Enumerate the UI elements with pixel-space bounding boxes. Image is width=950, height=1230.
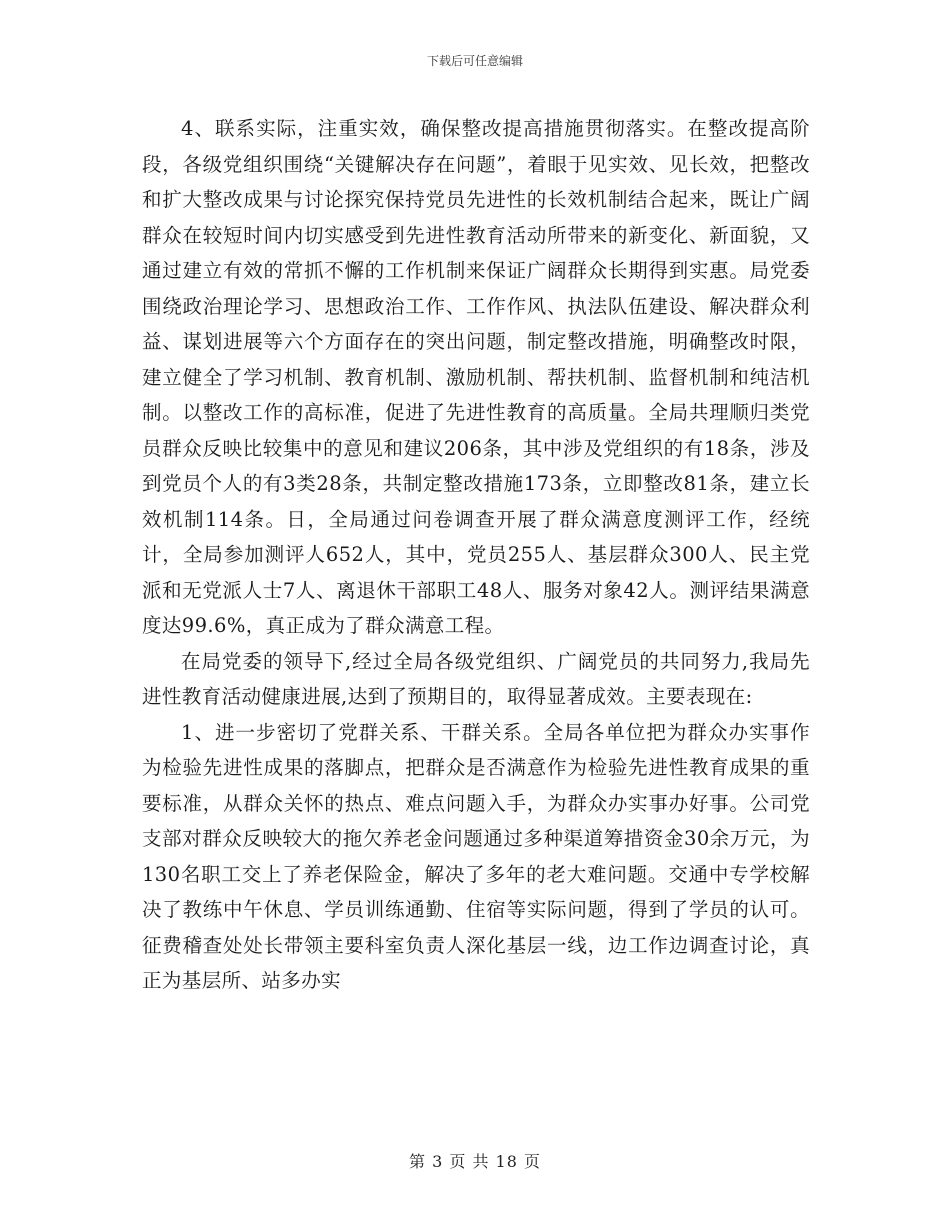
paragraph: 在局党委的领导下,经过全局各级党组织、广阔党员的共同努力,我局先进性教育活动健康进展,达到了预期目的，取得显著成效。主要表现在: bbox=[142, 649, 810, 708]
paragraph: 4、联系实际，注重实效，确保整改提高措施贯彻落实。在整改提高阶段，各级党组织围绕“关键解决存在问题”，着眼于见实效、见长效，把整改和扩大整改成果与讨论探究保持党员先进性的长效机制结合起来，既让广阔群众在较短时间内切实感受到先进性教育活动所带来的新变化、新面貌，又通过建立有效的常抓不懈的工作机制来保证广阔群众长期得到实惠。局党委围绕政治理论学习、思想政治工作、工作作风、执法队伍建设、解决群众利益、谋划进展等六个方面存在的突出问题，制定整改措施，明确整改时限，建立健全了学习机制、教育机制、激励机制、帮扶机制、监督机制和纯洁机制。以整改工作的高标准，促进了先进性教育的高质量。全局共理顺归类党员群众反映比较集中的意见和建议206条，其中涉及党组织的有18条，涉及到党员个人的有3类28条，共制定整改措施173条，立即整改81条，建立长效机制114条。日，全局通过问卷调查开展了群众满意度测评工作，经统计，全局参加测评人652人，其中，党员255人、基层群众300人、民主党派和无党派人士7人、离退休干部职工48人、服务对象42人。测评结果满意度达99.6%，真正成为了群众满意工程。 bbox=[142, 117, 810, 637]
page-header-note: 下载后可任意编辑 bbox=[426, 54, 523, 68]
paragraph: 1、进一步密切了党群关系、干群关系。全局各单位把为群众办实事作为检验先进性成果的落脚点，把群众是否满意作为检验先进性教育成果的重要标准，从群众关怀的热点、难点问题入手，为群众办实事办好事。公司党支部对群众反映较大的拖欠养老金问题通过多种渠道筹措资金30余万元，为130名职工交上了养老保险金，解决了多年的老大难问题。交通中专学校解决了教练中午休息、学员训练通勤、住宿等实际问题，得到了学员的认可。征费稽查处处长带领主要科室负责人深化基层一线，边工作边调查讨论，真正为基层所、站多办实 bbox=[142, 720, 810, 992]
document-body bbox=[142, 111, 810, 999]
page-number-footer: 第 3 页 共 18 页 bbox=[409, 1152, 541, 1171]
